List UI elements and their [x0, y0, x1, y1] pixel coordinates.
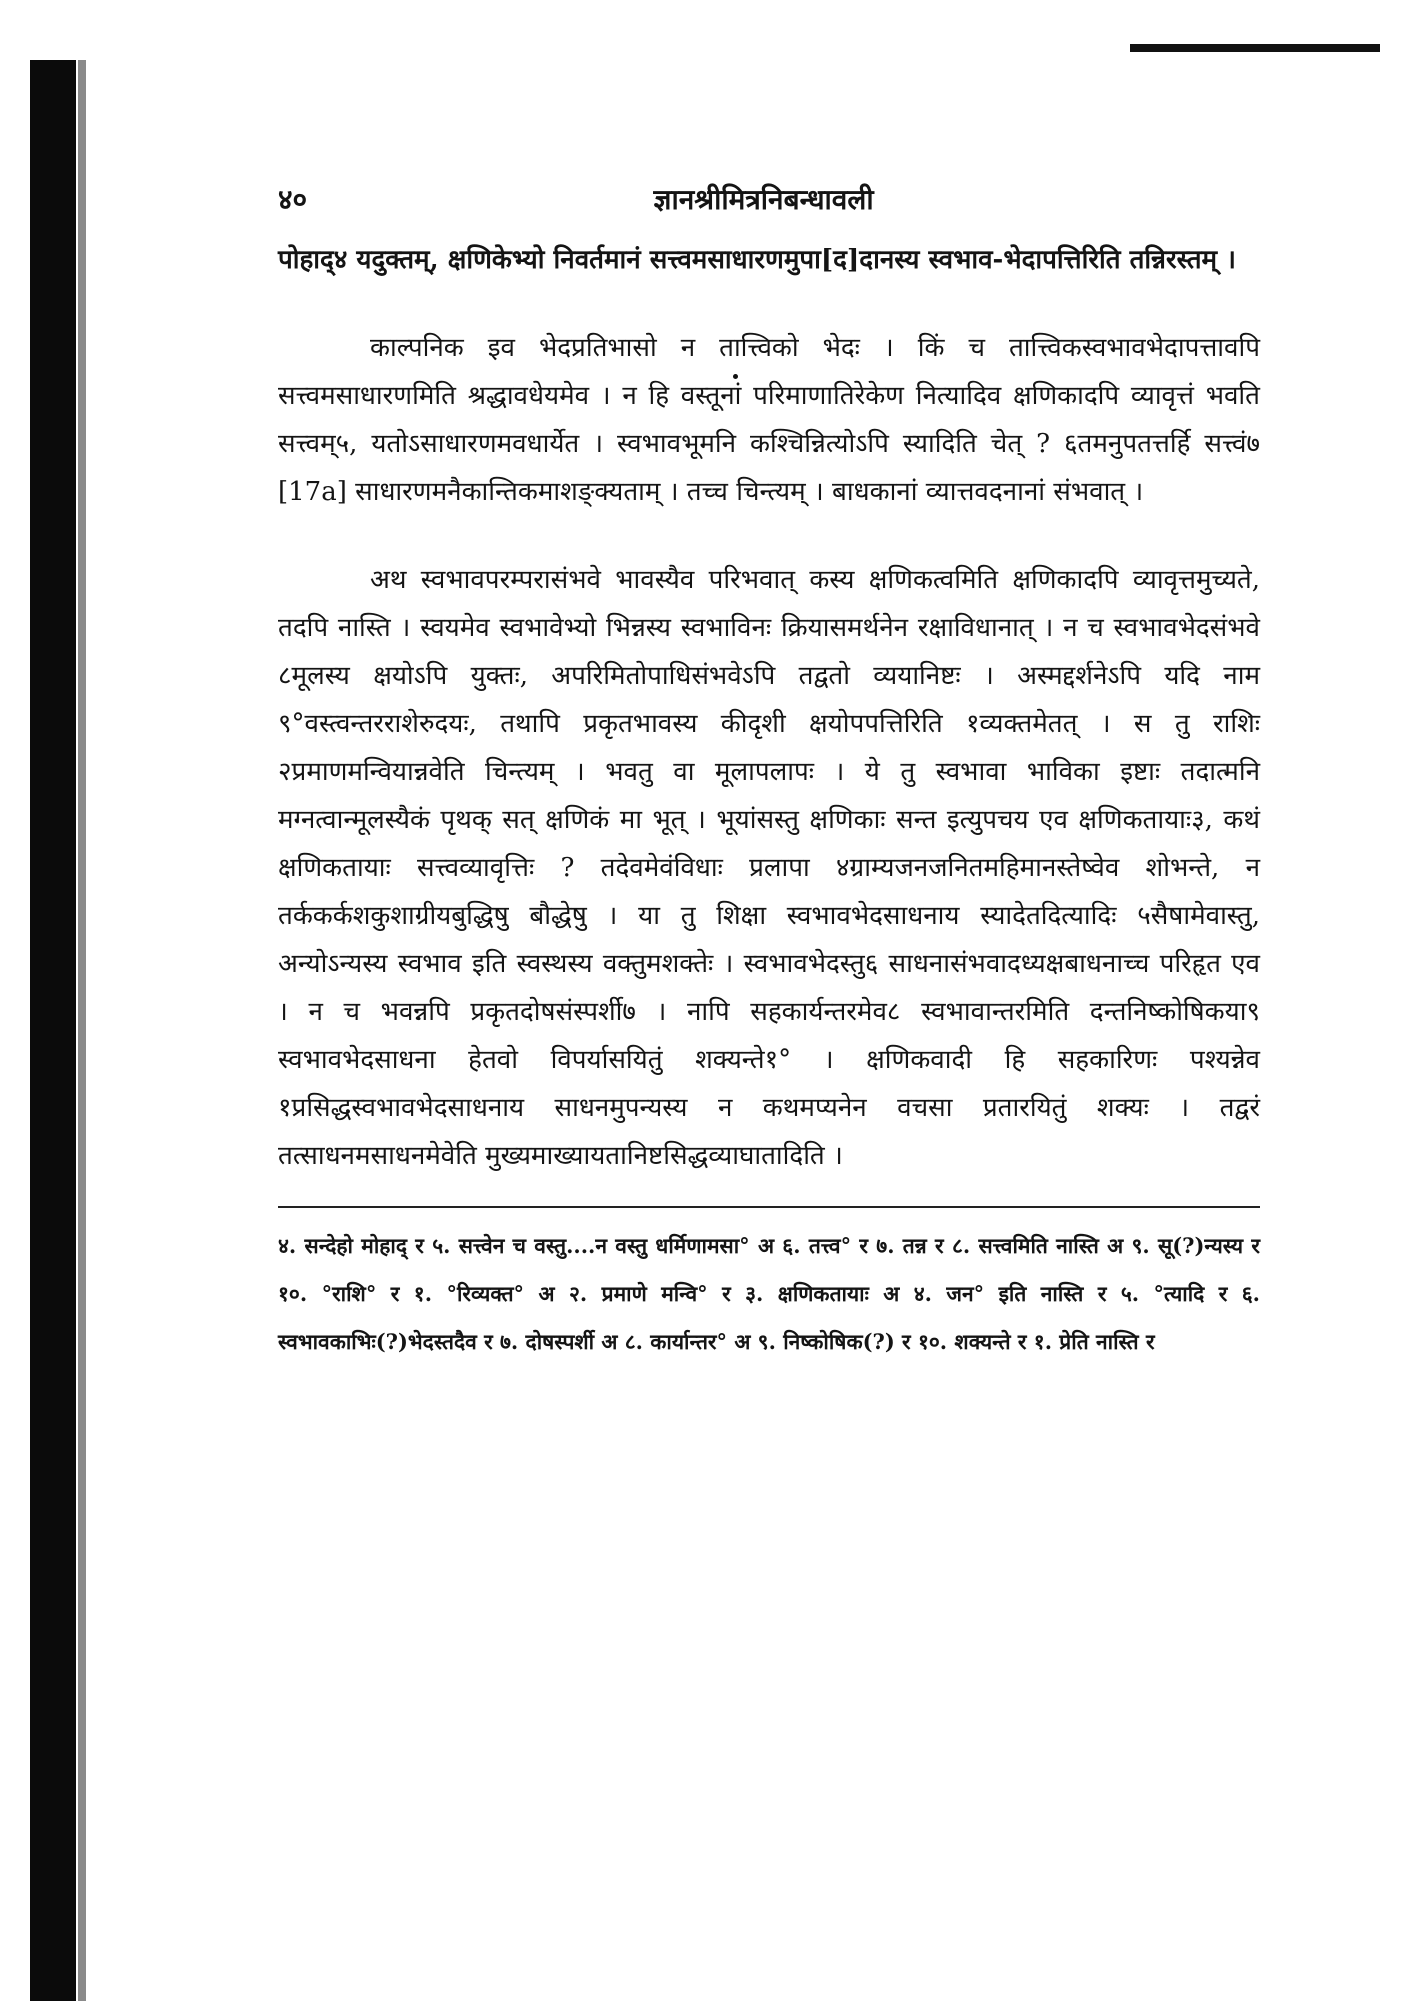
paragraph-3: अथ स्वभावपरम्परासंभवे भावस्यैव परिभवात् कस्य क्षणिकत्वमिति क्षणिकादपि व्यावृत्तमुच्यते, तदपि नास्ति । स्वयमेव स्वभावेभ्यो भिन्नस्य स्वभाविनः क्रियासमर्थनेन रक्षाविधानात् । न च स्वभावभेदसंभवे ८मूलस्य क्षयोऽपि युक्तः, अपरिमितोपाधिसंभवेऽपि तद्वतो व्ययानिष्टः । अस्मद्दर्शनेऽपि यदि नाम ९°वस्त्वन्तरराशेरुदयः, तथापि प्रकृतभावस्य कीदृशी क्षयोपपत्तिरिति १व्यक्तमेतत् । स तु राशिः २प्रमाणमन्वियान्नवेति चिन्त्यम् । भवतु वा मूलापलापः । ये तु स्वभावा भाविका इष्टाः तदात्मनि मग्नत्वान्मूलस्यैकं पृथक् सत् क्षणिकं मा भूत् । भूयांसस्तु क्षणिकाः सन्त इत्युपचय एव क्षणिकतायाः३, कथं क्षणिकतायाः सत्त्वव्यावृत्तिः ? तदेवमेवंविधाः प्रलापा ४ग्राम्यजनजनितमहिमानस्तेष्वेव शोभन्ते, न तर्ककर्कशकुशाग्रीयबुद्धिषु बौद्धेषु । या तु शिक्षा स्वभावभेदसाधनाय स्यादेतदित्यादिः ५सैषामेवास्तु, अन्योऽन्यस्य स्वभाव इति स्वस्थस्य वक्तुमशक्तेः । स्वभावभेदस्तु६ साधनासंभवादध्यक्षबाधनाच्च परिहृत एव । न च भवन्नपि प्रकृतदोषसंस्पर्शी७ । नापि सहकार्यन्तरमेव८ स्वभावान्तरमिति दन्तनिष्कोषिकया९ स्वभावभेदसाधना हेतवो विपर्यासयितुं शक्यन्ते१° । क्षणिकवादी हि सहकारिणः पश्यन्नेव १प्रसिद्धस्वभावभेदसाधनाय साधनमुपन्यस्य न कथमप्यनेन वचसा प्रतारयितुं शक्यः । तद्वरं तत्साधनमसाधनमेवेति मुख्यमाख्यायतानिष्टसिद्धव्याघातादिति । [278, 565, 1260, 1171]
book-title: ज्ञानश्रीमित्रनिबन्धावली [653, 183, 874, 216]
scan-mark [1130, 44, 1380, 52]
paragraph-2: काल्पनिक इव भेदप्रतिभासो न तात्त्विको भेदः । किं च तात्त्विकस्वभावभेदापत्तावपि सत्त्वमसाधारणमिति श्रद्धावधेयमेव । न हि वस्तूनां परिमाणातिरेकेण नित्यादिव क्षणिकादपि व्यावृत्तं भवति सत्त्वम्५, यतोऽसाधारणमवधार्येत । स्वभावभूमनि कश्चिन्नित्योऽपि स्यादिति चेत् ? ६तमनुपतत्तर्हि सत्त्वं७ [17a] साधारणमनैकान्तिकमाशङ्क्यताम् । तच्च चिन्त्यम् । बाधकानां व्यात्तवदनानां संभवात् । [278, 333, 1260, 507]
binding-edge [78, 60, 86, 2001]
book-binding-shadow [30, 60, 76, 2001]
page-number: ४० [278, 183, 308, 216]
running-header [278, 180, 1260, 218]
footnotes: ४. सन्देहो मोहाद् र ५. सत्त्वेन च वस्तु....न वस्तु धर्मिणामसा° अ ६. तत्त्व° र ७. तन्न र ८. सत्त्वमिति नास्ति अ ९. सू(?)न्यस्य र १०. °राशि° र १. °रिव्यक्त° अ २. प्रमाणे मन्वि° र ३. क्षणिकतायाः अ ४. जन° इति नास्ति र ५. °त्यादि र ६. स्वभावकाभिः(?)भेदस्तदैव र ७. दोषस्पर्शी अ ८. कार्यान्तर° अ ९. निष्कोषिक(?) र १०. शक्यन्ते र १. प्रेति नास्ति र [278, 1233, 1260, 1354]
paragraph-1: पोहाद्४ यदुक्तम्, क्षणिकेभ्यो निवर्तमानं सत्त्वमसाधारणमुपा[द]दानस्य स्वभाव-भेदापत्तिरिति तन्निरस्तम् । [278, 245, 1236, 275]
page [278, 180, 1260, 1366]
footnote-rule [278, 1206, 1260, 1208]
